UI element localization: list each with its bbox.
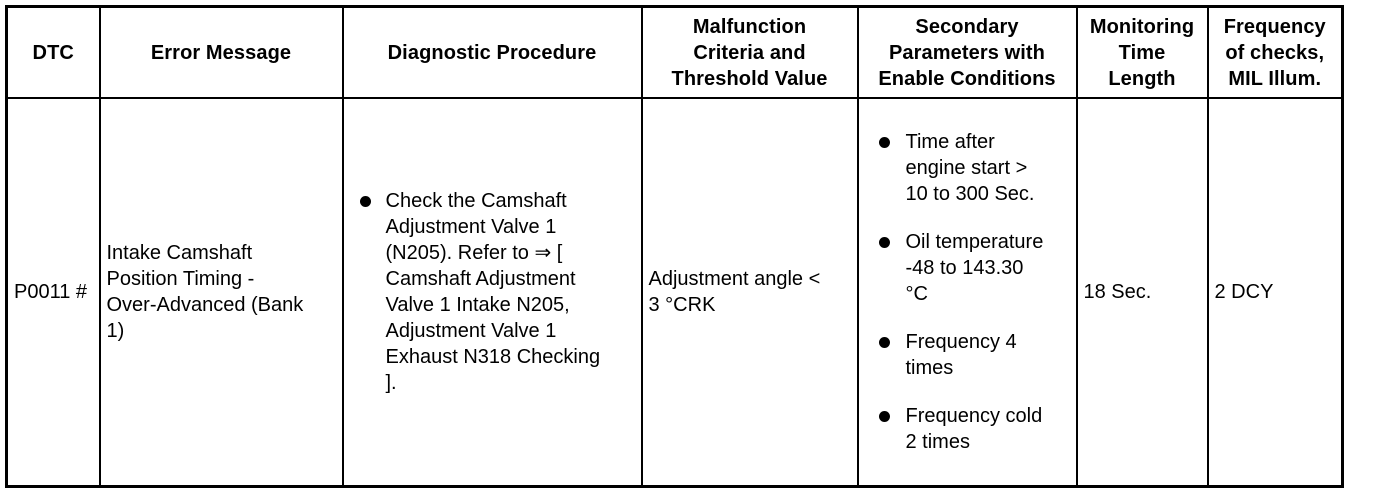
bullet-icon xyxy=(360,196,371,207)
header-malfunction-criteria: Malfunction Criteria and Threshold Value xyxy=(642,7,858,99)
cell-error-message: Intake Camshaft Position Timing - Over-Advanced (Bank 1) xyxy=(100,98,343,487)
header-secondary-parameters: Secondary Parameters with Enable Conditions xyxy=(858,7,1077,99)
cell-monitoring-time: 18 Sec. xyxy=(1077,98,1208,487)
cell-malfunction-criteria: Adjustment angle < 3 °CRK xyxy=(642,98,858,487)
header-row xyxy=(7,7,1343,99)
list-item: Frequency 4 times xyxy=(865,329,1070,381)
header-frequency-mil: Frequency of checks, MIL Illum. xyxy=(1208,7,1343,99)
header-diagnostic-procedure: Diagnostic Procedure xyxy=(343,7,642,99)
list-item: Check the Camshaft Adjustment Valve 1 (N205). Refer to ⇒ [ Camshaft Adjustment Valve 1 Intake N205, Adjustment Valve 1 Exhaust N318 Checking ]. xyxy=(350,188,635,396)
header-error-message: Error Message xyxy=(100,7,343,99)
list-item: Time after engine start > 10 to 300 Sec. xyxy=(865,129,1070,207)
cell-diagnostic-procedure xyxy=(343,98,642,487)
list-item: Oil temperature -48 to 143.30 °C xyxy=(865,229,1070,307)
procedure-list xyxy=(350,188,635,396)
list-item: Frequency cold 2 times xyxy=(865,403,1070,455)
dtc-table xyxy=(5,5,1344,488)
header-monitoring-time: Monitoring Time Length xyxy=(1077,7,1208,99)
cell-secondary-parameters xyxy=(858,98,1077,487)
bullet-icon xyxy=(879,137,890,148)
cell-dtc-code: P0011 # xyxy=(7,98,100,487)
bullet-icon xyxy=(879,237,890,248)
table-row xyxy=(7,98,1343,487)
dtc-table-wrapper xyxy=(5,5,1344,488)
secondary-list xyxy=(865,129,1070,455)
bullet-icon xyxy=(879,411,890,422)
cell-frequency-mil: 2 DCY xyxy=(1208,98,1343,487)
header-dtc: DTC xyxy=(7,7,100,99)
bullet-icon xyxy=(879,337,890,348)
